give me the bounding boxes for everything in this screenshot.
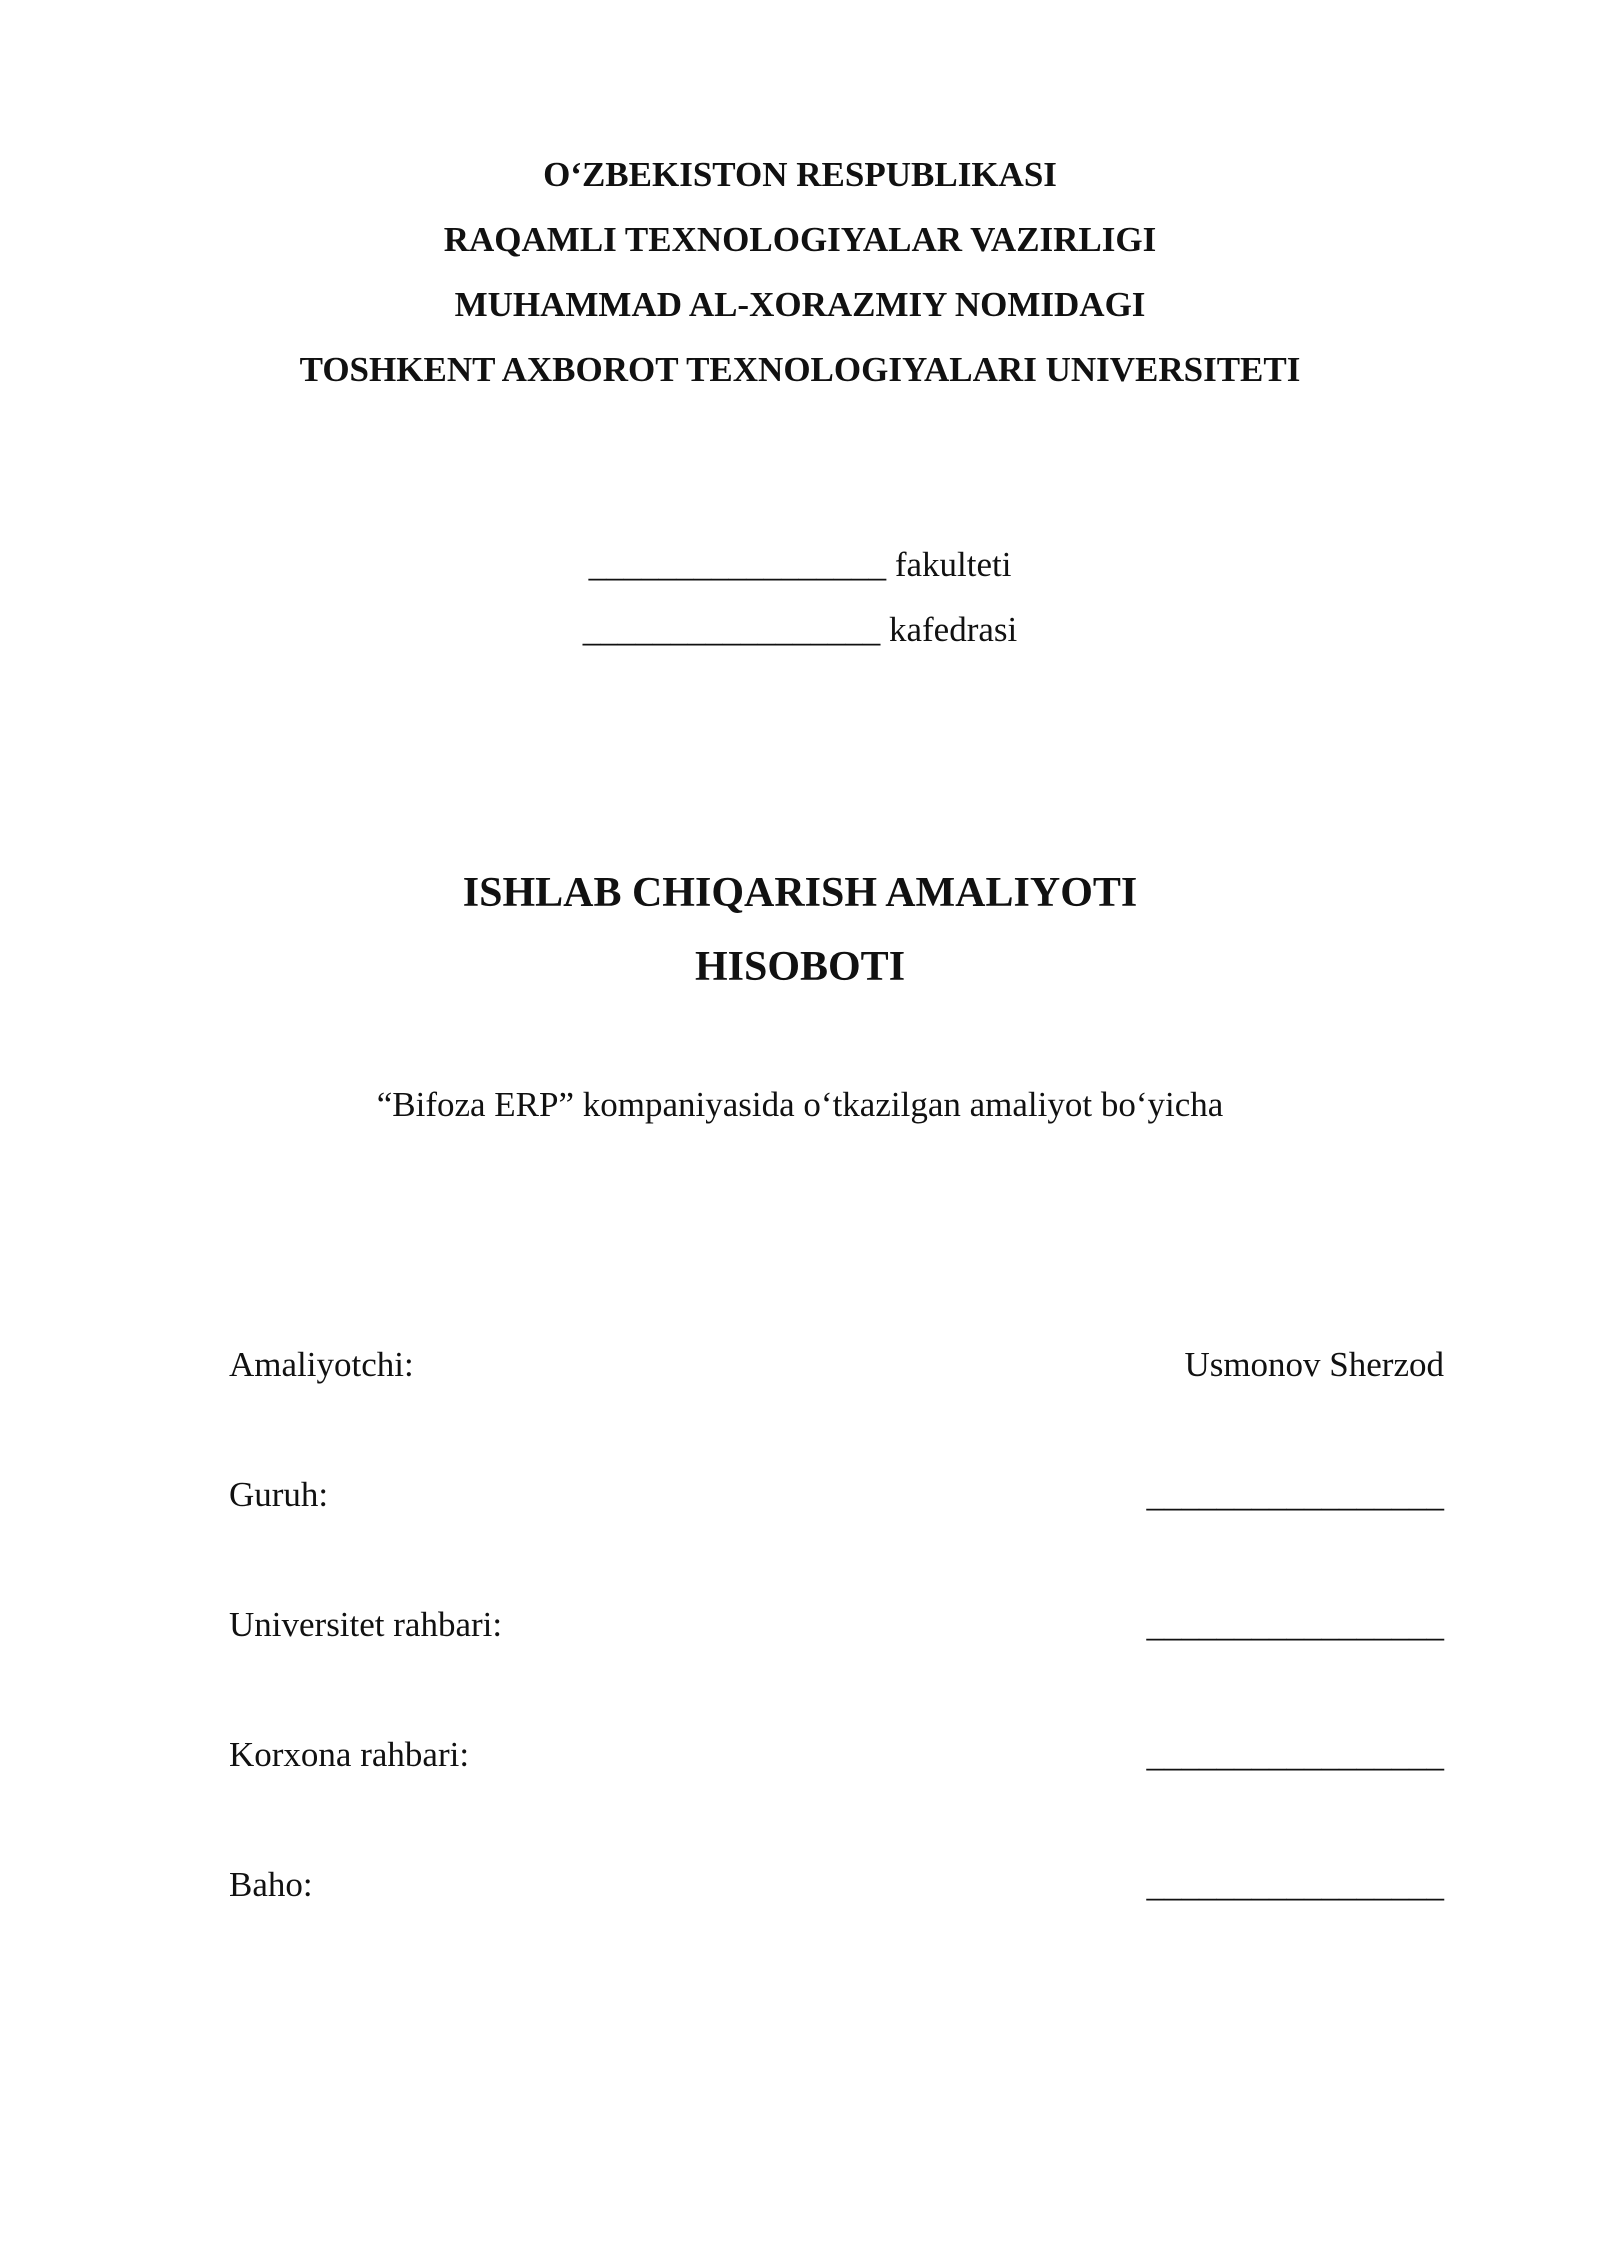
header-line-country: O‘ZBEKISTON RESPUBLIKASI — [543, 155, 1057, 194]
field-row-company-supervisor — [229, 1733, 1444, 1777]
chair-line: _________________ kafedrasi — [582, 610, 1018, 649]
field-label: Baho: — [229, 1865, 313, 1904]
header-line-ministry: RAQAMLI TEXNOLOGIYALAR VAZIRLIGI — [443, 220, 1157, 259]
field-label: Guruh: — [229, 1475, 329, 1514]
field-row-university-supervisor — [229, 1603, 1444, 1647]
field-row-group — [229, 1473, 1444, 1517]
report-title-line1: ISHLAB CHIQARISH AMALIYOTI — [462, 870, 1138, 916]
report-title-line2: HISOBOTI — [694, 944, 906, 990]
field-value: _________________ — [1146, 1865, 1444, 1904]
field-row-grade — [229, 1863, 1444, 1907]
header-line-university: TOSHKENT AXBOROT TEXNOLOGIYALARI UNIVERSITETI — [299, 350, 1301, 389]
field-value: _________________ — [1146, 1475, 1444, 1514]
field-label: Korxona rahbari: — [229, 1735, 470, 1774]
field-row-intern — [229, 1343, 1444, 1387]
faculty-line: _________________ fakulteti — [588, 545, 1012, 584]
report-subtitle: “Bifoza ERP” kompaniyasida o‘tkazilgan amaliyot bo‘yicha — [376, 1085, 1224, 1124]
header-line-named-after: MUHAMMAD AL-XORAZMIY NOMIDAGI — [454, 285, 1146, 324]
field-label: Universitet rahbari: — [229, 1605, 503, 1644]
field-value: Usmonov Sherzod — [1184, 1345, 1444, 1384]
field-value: _________________ — [1146, 1605, 1444, 1644]
field-value: _________________ — [1146, 1735, 1444, 1774]
field-label: Amaliyotchi: — [229, 1345, 414, 1384]
